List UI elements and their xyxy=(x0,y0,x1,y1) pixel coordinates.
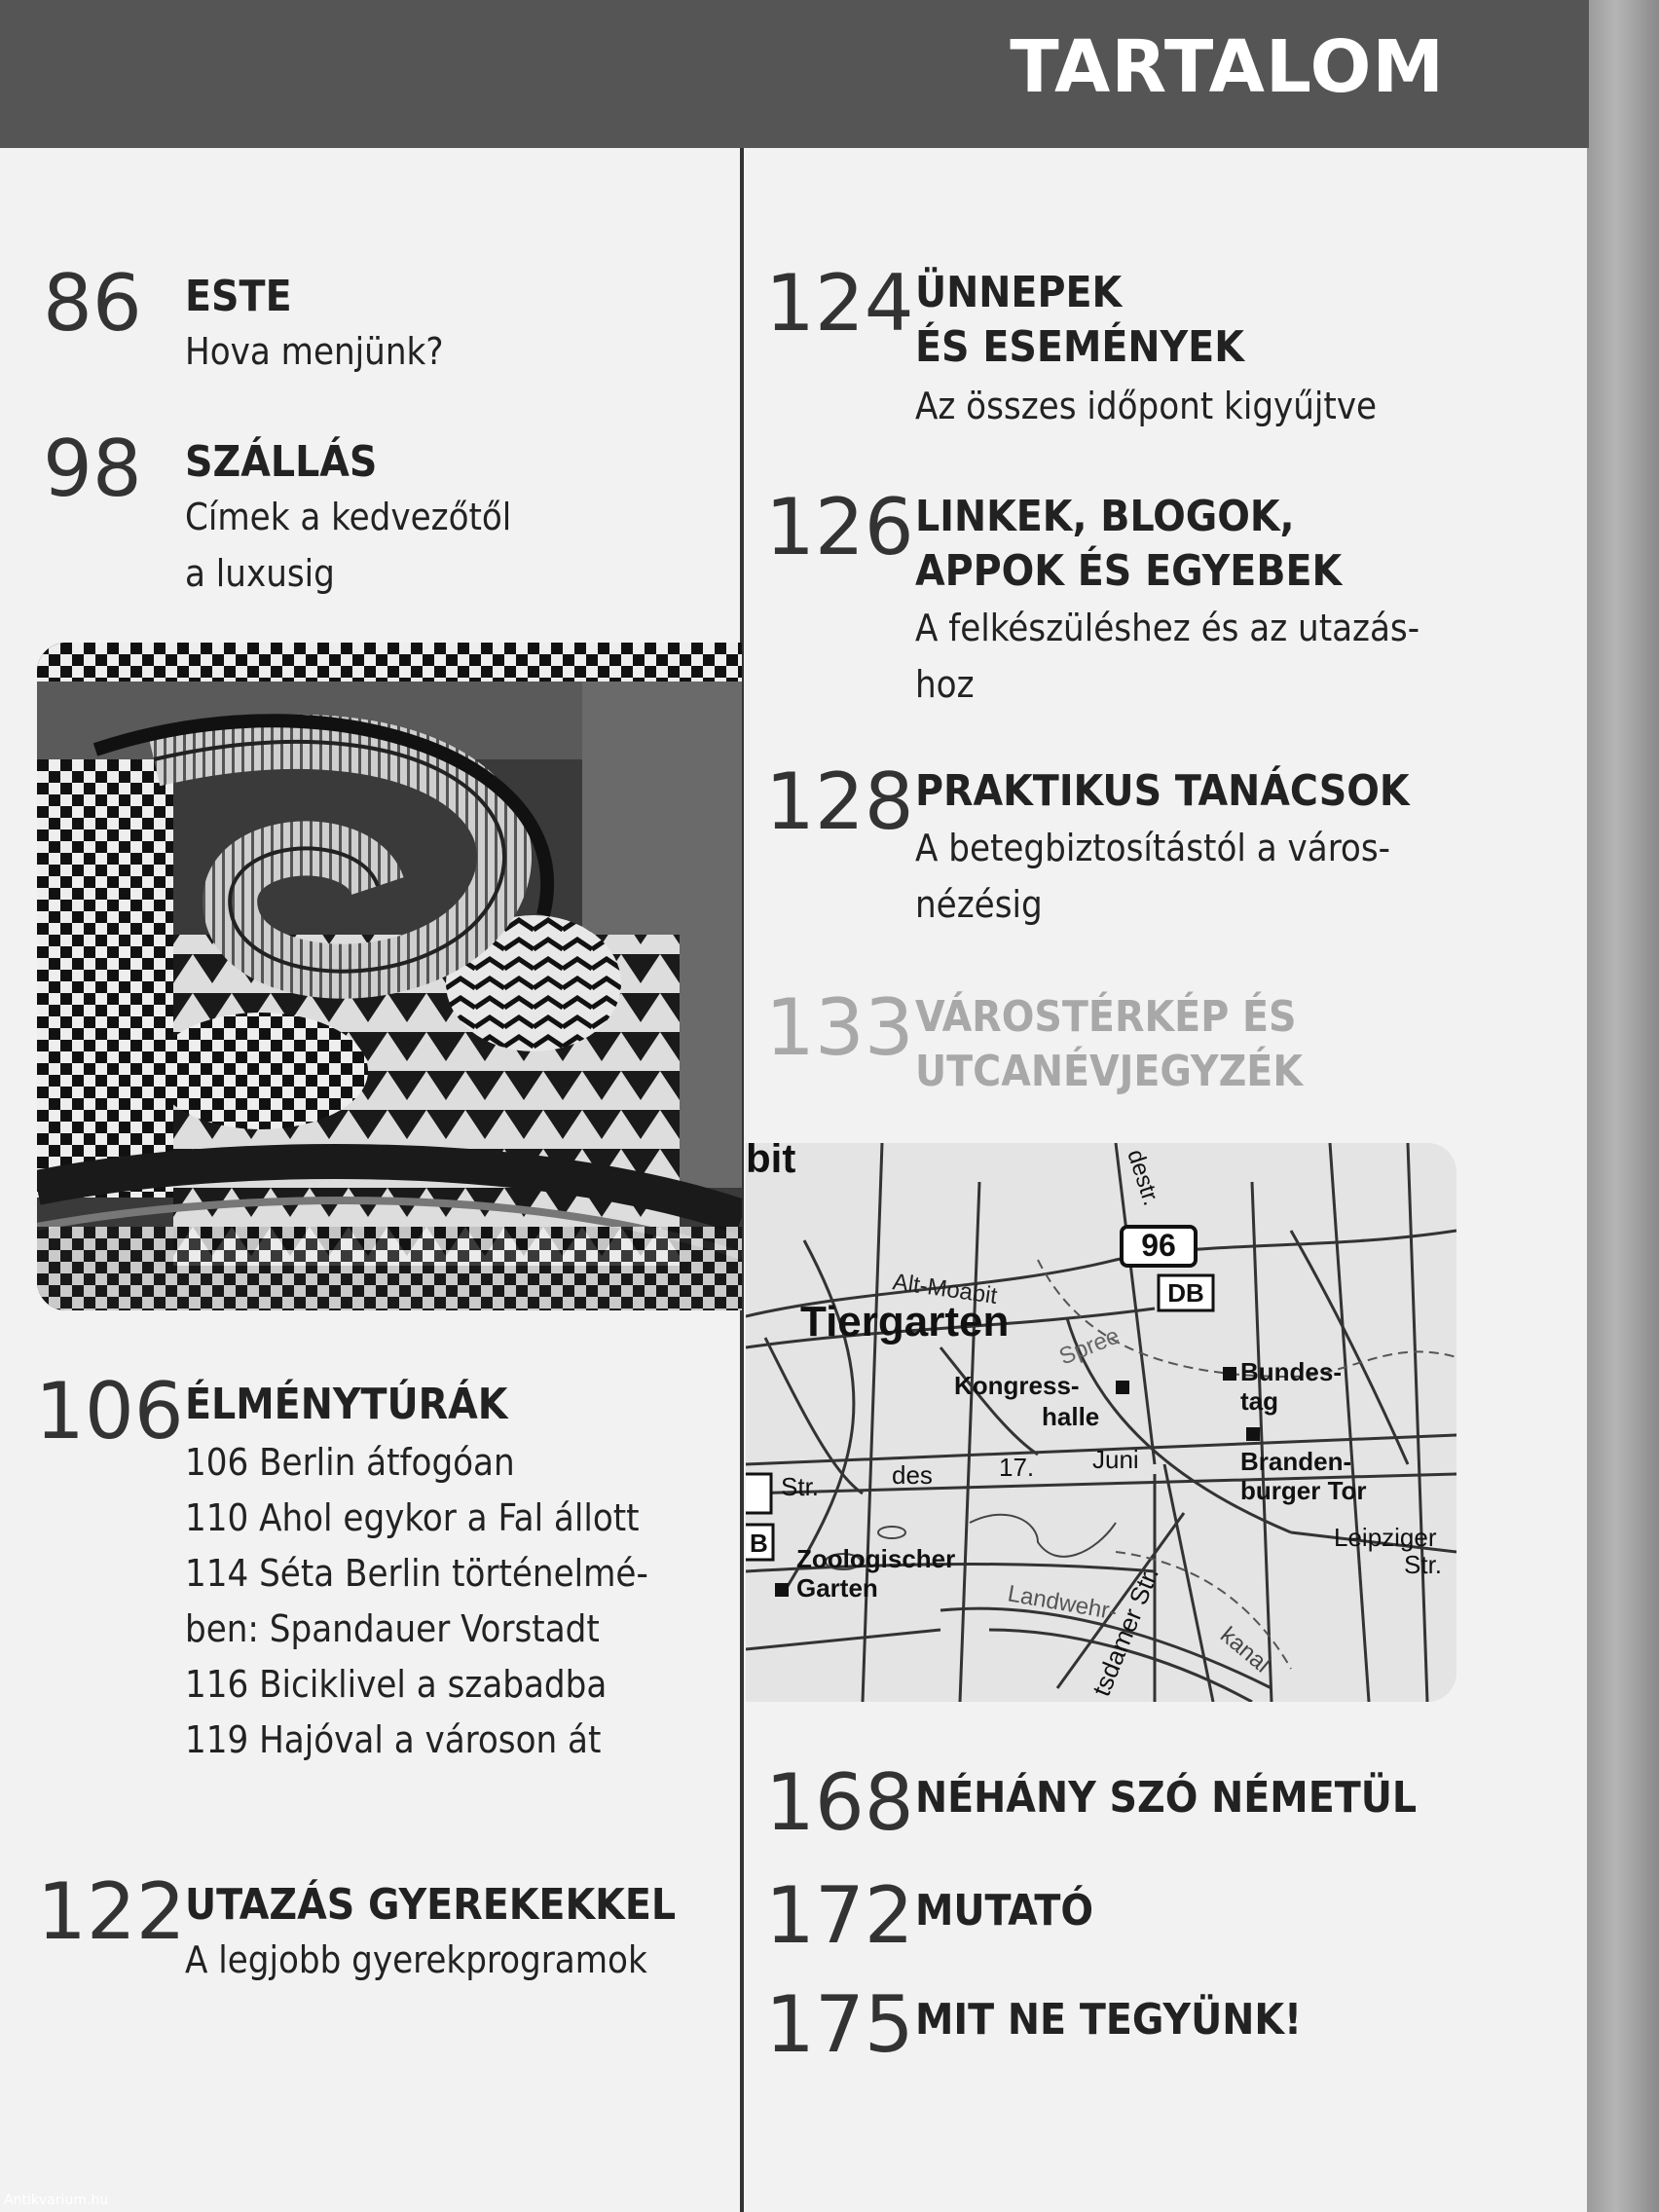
map-label: Landwehr- xyxy=(1005,1580,1120,1626)
list-item[interactable]: 106 Berlin átfogóan xyxy=(185,1441,515,1484)
staircase-illustration xyxy=(37,643,742,1310)
map-label: 17. xyxy=(999,1453,1035,1482)
page-number: 133 xyxy=(765,982,914,1073)
b-label: B xyxy=(750,1529,768,1558)
entry-subtitle: A legjobb gyerekprogramok xyxy=(185,1938,647,1981)
marker-icon xyxy=(775,1583,789,1597)
map-label: burger Tor xyxy=(1240,1476,1367,1505)
entry-title: LINKEK, BLOGOK, xyxy=(915,492,1295,541)
map-label: tag xyxy=(1240,1386,1278,1416)
entry-subtitle: A felkészüléshez és az utazás- xyxy=(915,607,1420,649)
page-number: 106 xyxy=(35,1366,184,1456)
list-item[interactable]: 116 Biciklivel a szabadba xyxy=(185,1663,608,1706)
page-number: 124 xyxy=(765,258,914,349)
toc-entry-este[interactable] xyxy=(43,258,724,391)
entry-subtitle: a luxusig xyxy=(185,552,335,595)
map-label: Leipziger xyxy=(1334,1523,1437,1552)
page-number: 128 xyxy=(765,756,914,847)
toc-entry-varosterkep[interactable] xyxy=(765,982,1564,1116)
entry-title: MIT NE TEGYÜNK! xyxy=(915,1995,1303,2045)
toc-entry-mitne[interactable] xyxy=(765,1979,1564,2074)
entry-subtitle: A betegbiztosítástól a város- xyxy=(915,827,1390,869)
map-label: Bundes- xyxy=(1240,1357,1342,1386)
page-title: TARTALOM xyxy=(1010,25,1445,109)
map-illustration xyxy=(746,1143,1456,1702)
toc-entry-szallas[interactable] xyxy=(43,424,724,606)
entry-subtitle: Hova menjünk? xyxy=(185,330,444,373)
entry-title: VÁROSTÉRKÉP ÉS xyxy=(915,992,1297,1042)
map-label: Tiergarten xyxy=(800,1298,1010,1346)
entry-title: APPOK ÉS EGYEBEK xyxy=(915,546,1343,596)
book-spine xyxy=(1587,0,1659,2212)
map-label: tsdamer Str. xyxy=(1086,1563,1165,1701)
page-number: 98 xyxy=(43,424,142,514)
map-label: destr. xyxy=(1122,1146,1165,1209)
marker-icon xyxy=(1116,1381,1129,1394)
entry-title: UTCANÉVJEGYZÉK xyxy=(915,1047,1304,1096)
map-label: Juni xyxy=(1092,1445,1139,1474)
entry-title: ÉLMÉNYTÚRÁK xyxy=(185,1380,508,1429)
entry-subtitle: hoz xyxy=(915,663,975,706)
map-label: Zoologischer xyxy=(796,1544,956,1573)
map-label: Branden- xyxy=(1240,1447,1352,1476)
map-label: Kongress- xyxy=(954,1371,1080,1400)
entry-title: NÉHÁNY SZÓ NÉMETÜL xyxy=(915,1773,1418,1823)
list-item[interactable]: 110 Ahol egykor a Fal állott xyxy=(185,1496,640,1539)
toc-entry-praktikus[interactable] xyxy=(765,756,1564,939)
map-label: Garten xyxy=(796,1573,878,1603)
map-label: halle xyxy=(1042,1402,1100,1431)
page-number: 172 xyxy=(765,1870,914,1961)
city-map xyxy=(746,1143,1456,1702)
page-number: 86 xyxy=(43,258,142,349)
page-number: 168 xyxy=(765,1757,914,1848)
page-number: 126 xyxy=(765,482,914,572)
entry-subtitle: Címek a kedvezőtől xyxy=(185,496,512,538)
db-label: DB xyxy=(1167,1278,1204,1308)
toc-entry-gyerek[interactable] xyxy=(37,1866,738,2000)
toc-entry-unnepek[interactable] xyxy=(765,258,1564,440)
header-bar xyxy=(0,0,1589,148)
route-number: 96 xyxy=(1141,1228,1176,1263)
entry-title: SZÁLLÁS xyxy=(185,437,378,487)
page-number: 175 xyxy=(765,1979,914,2070)
list-item[interactable]: 119 Hajóval a városon át xyxy=(185,1718,602,1761)
map-label: Str. xyxy=(1404,1550,1443,1579)
entry-subtitle: Az összes időpont kigyűjtve xyxy=(915,385,1378,427)
staircase-photo xyxy=(37,643,742,1310)
entry-title: ÉS ESEMÉNYEK xyxy=(915,322,1244,372)
page-number: 122 xyxy=(37,1866,186,1957)
toc-entry-elmenyturak[interactable] xyxy=(35,1366,736,1782)
entry-title: MUTATÓ xyxy=(915,1886,1094,1936)
map-label: bit xyxy=(746,1143,796,1181)
toc-entry-nehany[interactable] xyxy=(765,1757,1564,1852)
entry-title: ESTE xyxy=(185,272,292,321)
map-label: kanal xyxy=(1215,1621,1275,1678)
map-label: Alt-Moabit xyxy=(891,1269,999,1309)
marker-icon xyxy=(1246,1427,1260,1441)
map-label: Spree xyxy=(1055,1322,1124,1371)
toc-entry-linkek[interactable] xyxy=(765,482,1564,722)
entry-title: ÜNNEPEK xyxy=(915,268,1123,317)
map-label: Str. xyxy=(781,1472,820,1501)
marker-icon xyxy=(1223,1367,1236,1381)
list-item[interactable]: ben: Spandauer Vorstadt xyxy=(185,1607,600,1650)
tour-list xyxy=(185,1435,648,1768)
toc-entry-mutato[interactable] xyxy=(765,1870,1564,1965)
entry-title: PRAKTIKUS TANÁCSOK xyxy=(915,766,1410,816)
entry-title: UTAZÁS GYEREKEKKEL xyxy=(185,1880,677,1930)
list-item[interactable]: 114 Séta Berlin történelmé- xyxy=(185,1552,648,1595)
watermark: Antikvarium.hu xyxy=(4,2193,109,2208)
entry-subtitle: nézésig xyxy=(915,883,1043,926)
map-label: des xyxy=(892,1460,933,1490)
